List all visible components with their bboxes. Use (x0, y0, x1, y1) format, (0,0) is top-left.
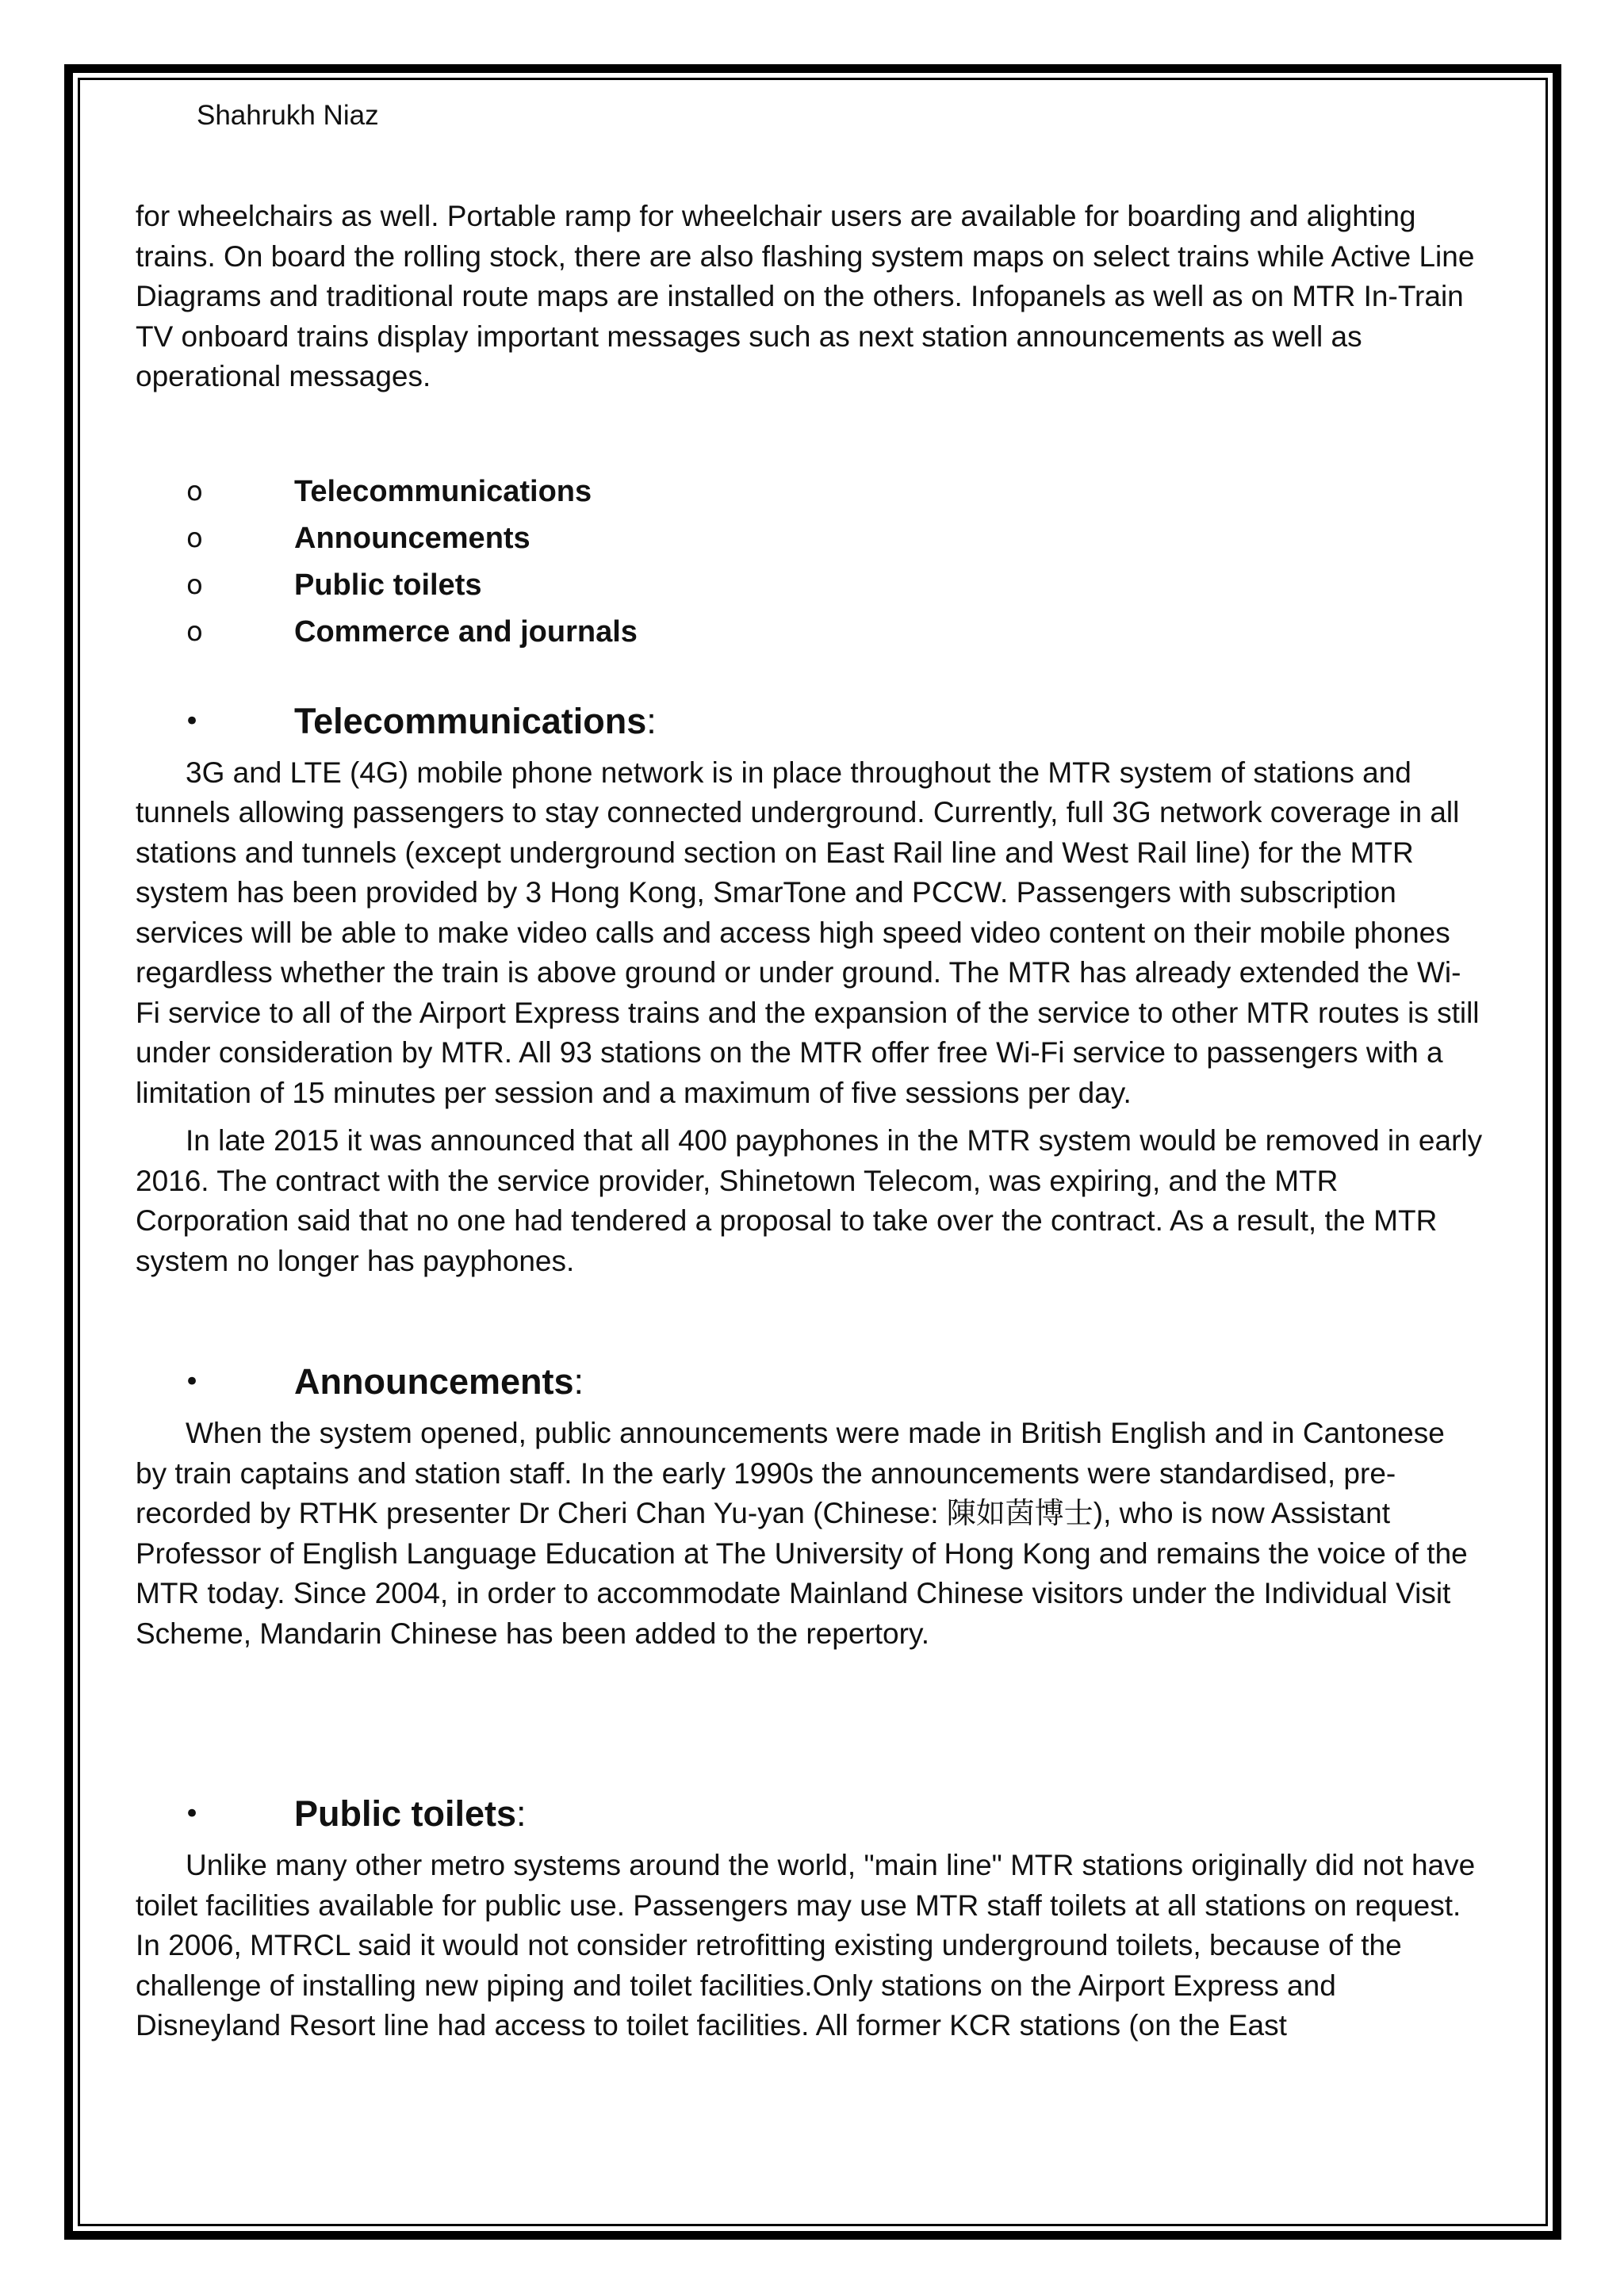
circle-bullet-icon: o (186, 522, 203, 554)
public-toilets-paragraph: Unlike many other metro systems around the world, "main line" MTR stations originally did not have toilet facilities available for public use. Passengers may use MTR staff toilets at all stations on request. In 2006, MTRCL said it would not consider retrofitting existing underground toilets, because of the challenge of installing new piping and toilet facilities.Only stations on the Airport Express and Disneyland Resort line had access to toilet facilities. All former KCR stations (on the East (136, 1849, 1476, 2042)
list-item: o Public toilets (136, 562, 1484, 609)
circle-bullet-icon: o (186, 615, 203, 648)
bullet-icon: • (184, 705, 201, 737)
page-header-author: Shahrukh Niaz (197, 100, 379, 131)
section-title: Public toilets (294, 1793, 517, 1834)
telecom-paragraph-2: In late 2015 it was announced that all 400 payphones in the MTR system would be removed in early 2016. The contract with the service provider, Shinetown Telecom, was expiring, and the MTR Corporation said that no one had tendered a proposal to take over the contract. As a result, the MTR system no longer has payphones. (136, 1124, 1483, 1277)
circle-bullet-icon: o (186, 475, 203, 507)
section-heading-announcements: • Announcements: (136, 1357, 1484, 1407)
intro-paragraph: for wheelchairs as well. Portable ramp for wheelchair users are available for boarding and alighting trains. On board the rolling stock, there are also flashing system maps on select trains while Active Line Diagrams and traditional route maps are installed on the others. Infopanels as well as on MTR In-Train TV onboard trains display important messages such as next station announcements as well as operational messages. (136, 200, 1475, 392)
section-title: Announcements (294, 1361, 574, 1402)
list-item: o Telecommunications (136, 469, 1484, 515)
bullet-icon: • (184, 1798, 201, 1830)
section-title: Telecommunications (294, 700, 647, 741)
list-item: o Commerce and journals (136, 609, 1484, 656)
page-content (136, 197, 1484, 2046)
bullet-icon: • (184, 1366, 201, 1398)
telecom-paragraph-1: 3G and LTE (4G) mobile phone network is in place throughout the MTR system of stations and tunnels allowing passengers to stay connected underground. Currently, full 3G network coverage in all stations and tunnels (except underground section on East Rail line and West Rail line) for the MTR system has been provided by 3 Hong Kong, SmarTone and PCCW. Passengers with subscription services will be able to make video calls and access high speed video content on their mobile phones regardless whether the train is above ground or under ground. The MTR has already extended the Wi-Fi service to all of the Airport Express trains and the expansion of the service to other MTR routes is still under consideration by MTR. All 93 stations on the MTR offer free Wi-Fi service to passengers with a limitation of 15 minutes per session and a maximum of five sessions per day. (136, 756, 1480, 1109)
section-heading-telecommunications: • Telecommunications: (136, 696, 1484, 747)
circle-bullet-icon: o (186, 568, 203, 601)
announcements-paragraph: When the system opened, public announcements were made in British English and in Cantonese by train captains and station staff. In the early 1990s the announcements were standardised, pre-recorded by RTHK presenter Dr Cheri Chan Yu-yan (Chinese: 陳如茵博士), who is now Assistant Professor of English Language Education at The University of Hong Kong and remains the voice of the MTR today. Since 2004, in order to accommodate Mainland Chinese visitors under the Individual Visit Scheme, Mandarin Chinese has been added to the repertory. (136, 1417, 1468, 1650)
section-heading-public-toilets: • Public toilets: (136, 1789, 1484, 1839)
section-list (136, 469, 1484, 656)
list-item: o Announcements (136, 515, 1484, 562)
